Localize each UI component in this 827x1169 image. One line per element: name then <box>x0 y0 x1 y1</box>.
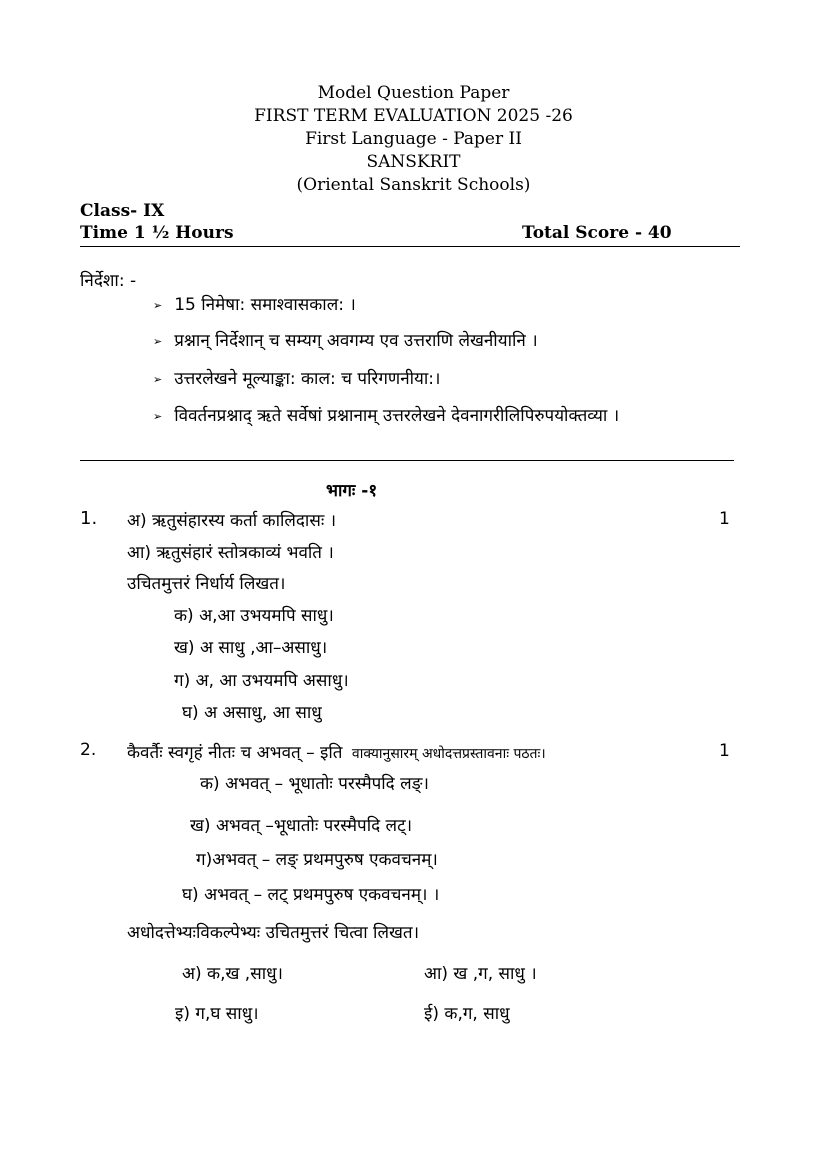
q1-option: ख) अ साधु ,आ–असाधु। <box>174 638 328 658</box>
q2-prompt: अधोदत्तेभ्यःविकल्पेभ्यः उचितमुत्तरं चित्वा लिखत। <box>127 923 420 943</box>
q2-answer: आ) ख ,ग, साधु । <box>424 964 537 984</box>
school-type: (Oriental Sanskrit Schools) <box>296 175 531 195</box>
arrow-bullet-icon: ➢ <box>153 373 163 386</box>
q2-answer: ई) क,ग, साधु <box>424 1004 510 1024</box>
arrow-bullet-icon: ➢ <box>153 335 163 348</box>
q2-score: 1 <box>719 741 730 761</box>
total-score: Total Score - 40 <box>522 223 672 243</box>
header-divider <box>80 246 740 247</box>
q1-statement-aa: आ) ऋतुसंहारं स्तोत्रकाव्यं भवति । <box>127 543 334 563</box>
arrow-bullet-icon: ➢ <box>153 299 163 312</box>
instructions-title: निर्देशा: - <box>80 271 137 291</box>
q2-option: ख) अभवत् –भूधातोः परस्मैपदि लट्। <box>190 816 413 836</box>
q2-option: क) अभवत् – भूधातोः परस्मैपदि लङ्। <box>200 774 429 794</box>
question-number: 2. <box>80 740 97 760</box>
q1-option: घ) अ असाधु, आ साधु <box>182 703 322 723</box>
instruction-item: ➢ उत्तरलेखने मूल्याङ्का: काल: च परिगणनीया:। <box>153 369 441 389</box>
q2-answer: अ) क,ख ,साधु। <box>182 964 283 984</box>
paper-subtitle: First Language - Paper II <box>305 129 522 149</box>
section-divider <box>80 460 734 461</box>
q2-option: ग)अभवत् – लङ् प्रथमपुरुष एकवचनम्। <box>196 850 438 870</box>
q1-option: ग) अ, आ उभयमपि असाधु। <box>174 671 349 691</box>
q1-score: 1 <box>719 509 730 529</box>
q1-prompt: उचितमुत्तरं निर्धार्य लिखत। <box>127 574 286 594</box>
time-label: Time 1 ½ Hours <box>80 223 234 243</box>
q2-statement: कैवर्तैः स्वगृहं नीतः च अभवत् – इति वाक्यानुसारम् अधोदत्तप्रस्तावनाः पठतः। <box>127 743 546 763</box>
subject: SANSKRIT <box>366 152 461 172</box>
q2-answer: इ) ग,घ साधु। <box>175 1004 259 1024</box>
paper-title: Model Question Paper <box>317 83 510 103</box>
instruction-item: ➢ विवर्तनप्रश्नाद् ऋते सर्वेषां प्रश्नानाम् उत्तरलेखने देवनागरीलिपिरुपयोक्तव्या । <box>153 406 620 426</box>
q1-option: क) अ,आ उभयमपि साधु। <box>174 606 334 626</box>
class-label: Class- IX <box>80 201 165 221</box>
section-title: भागः -१ <box>326 481 378 501</box>
q1-statement-a: अ) ऋतुसंहारस्य कर्ता कालिदासः । <box>127 511 337 531</box>
question-number: 1. <box>80 508 98 529</box>
exam-name: FIRST TERM EVALUATION 2025 -26 <box>254 106 573 126</box>
instruction-item: ➢ प्रश्नान् निर्देशान् च सम्यग् अवगम्य एव उत्तराणि लेखनीयानि । <box>153 331 538 351</box>
q2-option: घ) अभवत् – लट् प्रथमपुरुष एकवचनम्। । <box>182 885 440 905</box>
instruction-item: ➢ 15 निमेषा: समाश्वासकाल: । <box>153 295 356 315</box>
arrow-bullet-icon: ➢ <box>153 410 163 423</box>
